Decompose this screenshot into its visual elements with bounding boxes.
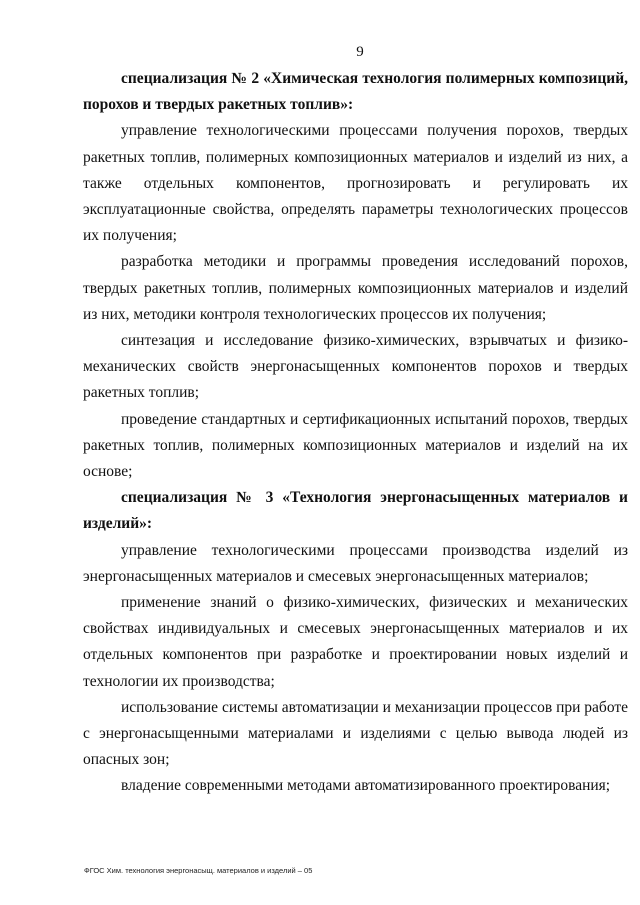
paragraph: применение знаний о физико-химических, физических и механических свойствах индивидуальных и смесевых энергонасыщенных материалов и их отдельных компонентов при разработке и проектировании новых изделий и технологии их производства; [83,594,628,690]
paragraph: синтезация и исследование физико-химических, взрывчатых и физико-механических свойств энергонасыщенных компонентов порохов и твердых ракетных топлив; [83,332,628,402]
page-number: 9 [356,44,364,60]
page-footer: ФГОС Хим. технология энергонасыщ. материалов и изделий – 05 [84,866,313,875]
specialization-2-heading: специализация № 2 «Химическая технология полимерных композиций, порохов и твердых ракетных топлив»: [83,70,628,114]
paragraph: разработка методики и программы проведения исследований порохов, твердых ракетных топлив, полимерных композиционных материалов и изделий из них, методики контроля технологических процессов их получения; [83,253,628,323]
paragraph: управление технологическими процессами производства изделий из энергонасыщенных материалов и смесевых энергонасыщенных материалов; [83,541,628,585]
paragraph: владение современными методами автоматизированного проектирования; [121,777,611,795]
paragraph: использование системы автоматизации и механизации процессов при работе с энергонасыщенными материалами и изделиями с целью вывода людей из опасных зон; [83,698,629,769]
specialization-3-heading: специализация № 3 «Технология энергонасыщенных материалов и изделий»: [83,489,628,533]
page-body [83,66,628,800]
paragraph: управление технологическими процессами получения порохов, твердых ракетных топлив, полимерных композиционных материалов и изделий из них, а также отдельных компонентов, прогнозировать и регулировать их эксплуатационные свойства, определять параметры технологических процессов их получения; [83,122,628,245]
paragraph: проведение стандартных и сертификационных испытаний порохов, твердых ракетных топлив, полимерных композиционных материалов и изделий на их основе; [83,410,628,481]
